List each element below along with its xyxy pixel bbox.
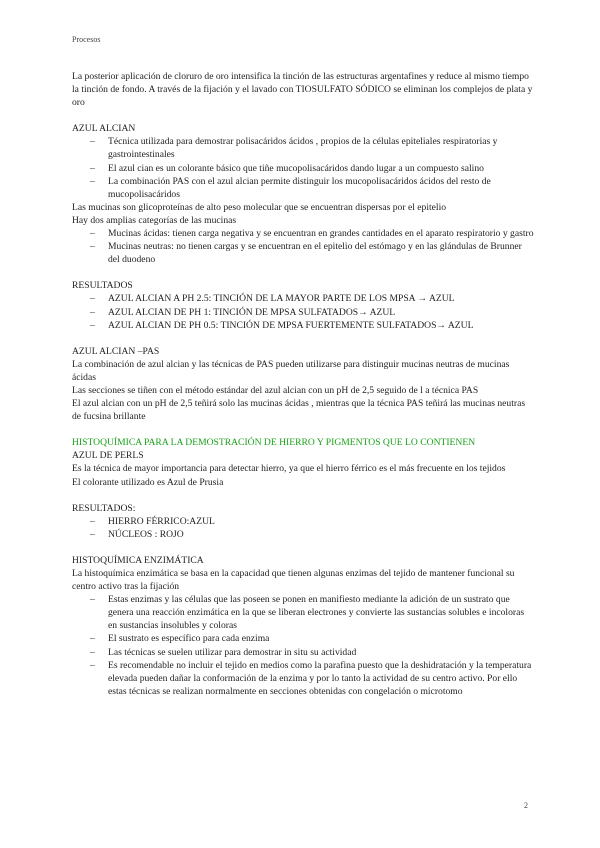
page-number: 2 [524, 801, 528, 810]
list-item: – AZUL ALCIAN DE PH 0.5: TINCIÓN DE MPSA FUERTEMENTE SULFATADOS→ AZUL [108, 319, 534, 332]
perls-p1: Es la técnica de mayor importancia para detectar hierro, ya que el hierro férrico es el más frecuente en los tejidos [72, 463, 506, 475]
alcian-pas-p2: Las secciones se tiñen con el método estándar del azul alcian con un pH de 2,5 seguido de l a técnica PAS [72, 384, 479, 396]
resultados2-title: RESULTADOS: [72, 502, 136, 514]
list-item: – La combinación PAS con el azul alcian permite distinguir los mucopolisacáridos ácidos del resto de mucopolisacáridos [108, 175, 534, 201]
list-item: – El azul cian es un colorante básico que tiñe mucopolisacáridos dando lugar a un compuesto salino [108, 162, 534, 175]
mucinas-categories: Hay dos amplias categorías de las mucinas [72, 214, 237, 226]
list-item: – NÚCLEOS : ROJO [108, 528, 534, 541]
list-item: – AZUL ALCIAN A PH 2.5: TINCIÓN DE LA MAYOR PARTE DE LOS MPSA → AZUL [108, 292, 534, 305]
list-item: – AZUL ALCIAN DE PH 1: TINCIÓN DE MPSA SULFATADOS→ AZUL [108, 306, 534, 319]
alcian-pas-p3: El azul alcian con un pH de 2,5 teñirá solo las mucinas ácidas , mientras que la técnica PAS teñirá las mucinas neutras de fucsina brillante [72, 398, 526, 423]
list-item: – Mucinas neutras: no tienen cargas y se encuentran en el epitelio del estómago y en las glándulas de Brunner del duodeno [108, 240, 534, 266]
list-item: – Es recomendable no incluir el tejido en medios como la parafina puesto que la deshidratación y la temperatura elevada pueden dañar la conformación de la enzima y por lo tanto la actividad de su centro activo. Por ello estas técnicas se realizan normalmente en secciones obtenidas con congelación o microtomo [108, 659, 534, 698]
enzimatica-title: HISTOQUÍMICA ENZIMÁTICA [72, 554, 204, 566]
enzimatica-p1: La histoquímica enzimática se basa en la capacidad que tienen algunas enzimas del tejido de mantener funcional su centro activo tras la fijación [72, 568, 515, 593]
list-item: – HIERRO FÉRRICO:AZUL [108, 515, 534, 528]
resultados-title: RESULTADOS [72, 280, 133, 292]
mucinas-paragraph: Las mucinas son glicoproteínas de alto peso molecular que se encuentran dispersas por el epitelio [72, 201, 447, 213]
perls-p2: El colorante utilizado es Azul de Prusia [72, 476, 224, 488]
mucinas-list [72, 227, 534, 266]
list-item: – Mucinas ácidas: tienen carga negativa y se encuentran en grandes cantidades en el aparato respiratorio y gastro [108, 227, 534, 240]
intro-paragraph: La posterior aplicación de cloruro de oro intensifica la tinción de las estructuras argentafines y reduce al mismo tiempo la tinción de fondo. A través de la fijación y el lavado con TIOSULFATO SÓDICO se eliminan los complejos de plata y oro [72, 71, 533, 109]
resultados-list [72, 292, 534, 331]
hierro-heading: HISTOQUÍMICA PARA LA DEMOSTRACIÓN DE HIERRO Y PIGMENTOS QUE LO CONTIENEN [72, 437, 476, 449]
enzimatica-list [72, 593, 534, 698]
alcian-title: AZUL ALCIAN [72, 123, 136, 135]
perls-title: AZUL DE PERLS [72, 450, 144, 462]
list-item: – El sustrato es específico para cada enzima [108, 632, 534, 645]
page-content [72, 70, 534, 698]
list-item: – Estas enzimas y las células que las poseen se ponen en manifiesto mediante la adición de un sustrato que genera una reacción enzimática en la que se liberan electrones y convierte las sustancias solubles e incoloras en sustancias insolubles y coloras [108, 593, 534, 632]
alcian-pas-p1: La combinación de azul alcian y las técnicas de PAS pueden utilizarse para distinguir mucinas neutras de mucinas ácidas [72, 358, 510, 383]
page-header: Procesos [72, 35, 101, 44]
list-item: – Técnica utilizada para demostrar polisacáridos ácidos , propios de la células epiteliales respiratorias y gastrointestinales [108, 135, 534, 161]
resultados2-list [72, 515, 534, 541]
alcian-pas-title: AZUL ALCIAN –PAS [72, 345, 160, 357]
alcian-list [72, 135, 534, 200]
list-item: – Las técnicas se suelen utilizar para demostrar in situ su actividad [108, 646, 534, 659]
